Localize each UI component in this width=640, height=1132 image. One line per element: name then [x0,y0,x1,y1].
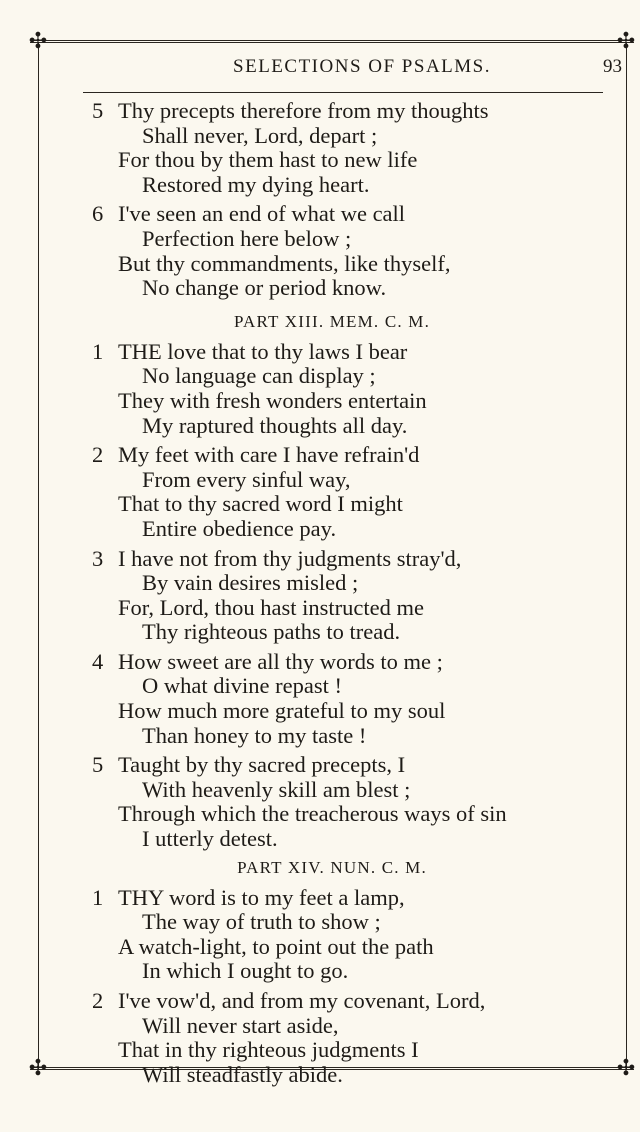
corner-ornament-icon: ✣ [616,1055,636,1080]
stanza-number: 5 [92,98,104,123]
verse-line: Entire obedience pay. [142,515,337,541]
stanza [0,99,640,197]
verse-line: My feet with care I have refrain'd [118,442,420,468]
stanza [0,443,640,541]
stanza-number: 4 [92,648,104,674]
verse-line: Thy righteous paths to tread. [142,619,401,645]
stanza-number: 3 [92,545,104,571]
verse-line: No language can display ; [142,363,376,389]
stanza [0,650,640,748]
verse-line: In which I ought to go. [142,958,349,984]
verse-line: By vain desires misled ; [142,570,359,596]
verse-line: THE love that to thy laws I bear [118,338,408,364]
stanza [0,886,640,984]
verse-line: No change or period know. [142,275,387,301]
stanza-number: 1 [92,884,104,910]
verse-line: That in thy righteous judgments I [118,1037,419,1063]
page-header [40,56,624,84]
verse-line: Thy precepts therefore from my thoughts [118,98,489,123]
verse-line: They with fresh wonders entertain [118,387,427,413]
verse-line: Taught by thy sacred precepts, I [118,752,406,778]
stanza [0,547,640,645]
verse-line: I've vow'd, and from my covenant, Lord, [118,988,486,1013]
stanza [0,340,640,438]
verse-line: How sweet are all thy words to me ; [118,648,443,674]
verse-line: With heavenly skill am blest ; [142,776,411,802]
stanza [0,202,640,300]
stanza-number: 6 [92,201,104,227]
verse-line: From every sinful way, [142,466,351,492]
verse-line: THY word is to my feet a lamp, [118,884,405,910]
verse-line: Restored my dying heart. [142,171,370,197]
verse-line: The way of truth to show ; [142,909,381,935]
stanza-number: 2 [92,988,104,1013]
verse-line: That to thy sacred word I might [118,491,403,517]
verse-line: For, Lord, thou hast instructed me [118,594,424,620]
top-border-rule [30,40,634,43]
verse-line: Than honey to my taste ! [142,722,367,748]
verse-line: Through which the treacherous ways of sin [118,801,507,827]
header-rule [83,92,603,93]
verse-line: Perfection here below ; [142,225,352,251]
stanza-number: 5 [92,752,104,778]
verse-line: I've seen an end of what we call [118,201,406,227]
stanza-number: 1 [92,338,104,364]
corner-ornament-icon: ✣ [28,1055,48,1080]
verse-line: My raptured thoughts all day. [142,412,408,438]
verse-line: For thou by them hast to new life [118,147,418,173]
running-title: SELECTIONS OF PSALMS. [233,56,491,77]
corner-ornament-icon: ✣ [616,28,636,53]
verse-line: I utterly detest. [142,826,278,852]
psalm-text [0,99,640,1092]
verse-line: Shall never, Lord, depart ; [142,122,378,148]
stanza [0,753,640,851]
part-heading: PART XIII. MEM. C. M. [233,311,431,331]
corner-ornament-icon: ✣ [28,28,48,53]
verse-line: O what divine repast ! [142,673,342,699]
page-number: 93 [603,56,622,77]
stanza-number: 2 [92,442,104,468]
part-heading: PART XIV. NUN. C. M. [237,857,427,877]
verse-line: How much more grateful to my soul [118,698,446,724]
stanza [0,989,640,1087]
verse-line: Will never start aside, [142,1012,339,1038]
verse-line: Will steadfastly abide. [142,1061,343,1087]
verse-line: But thy commandments, like thyself, [118,250,451,276]
verse-line: A watch-light, to point out the path [118,933,434,959]
verse-line: I have not from thy judgments stray'd, [118,545,462,571]
